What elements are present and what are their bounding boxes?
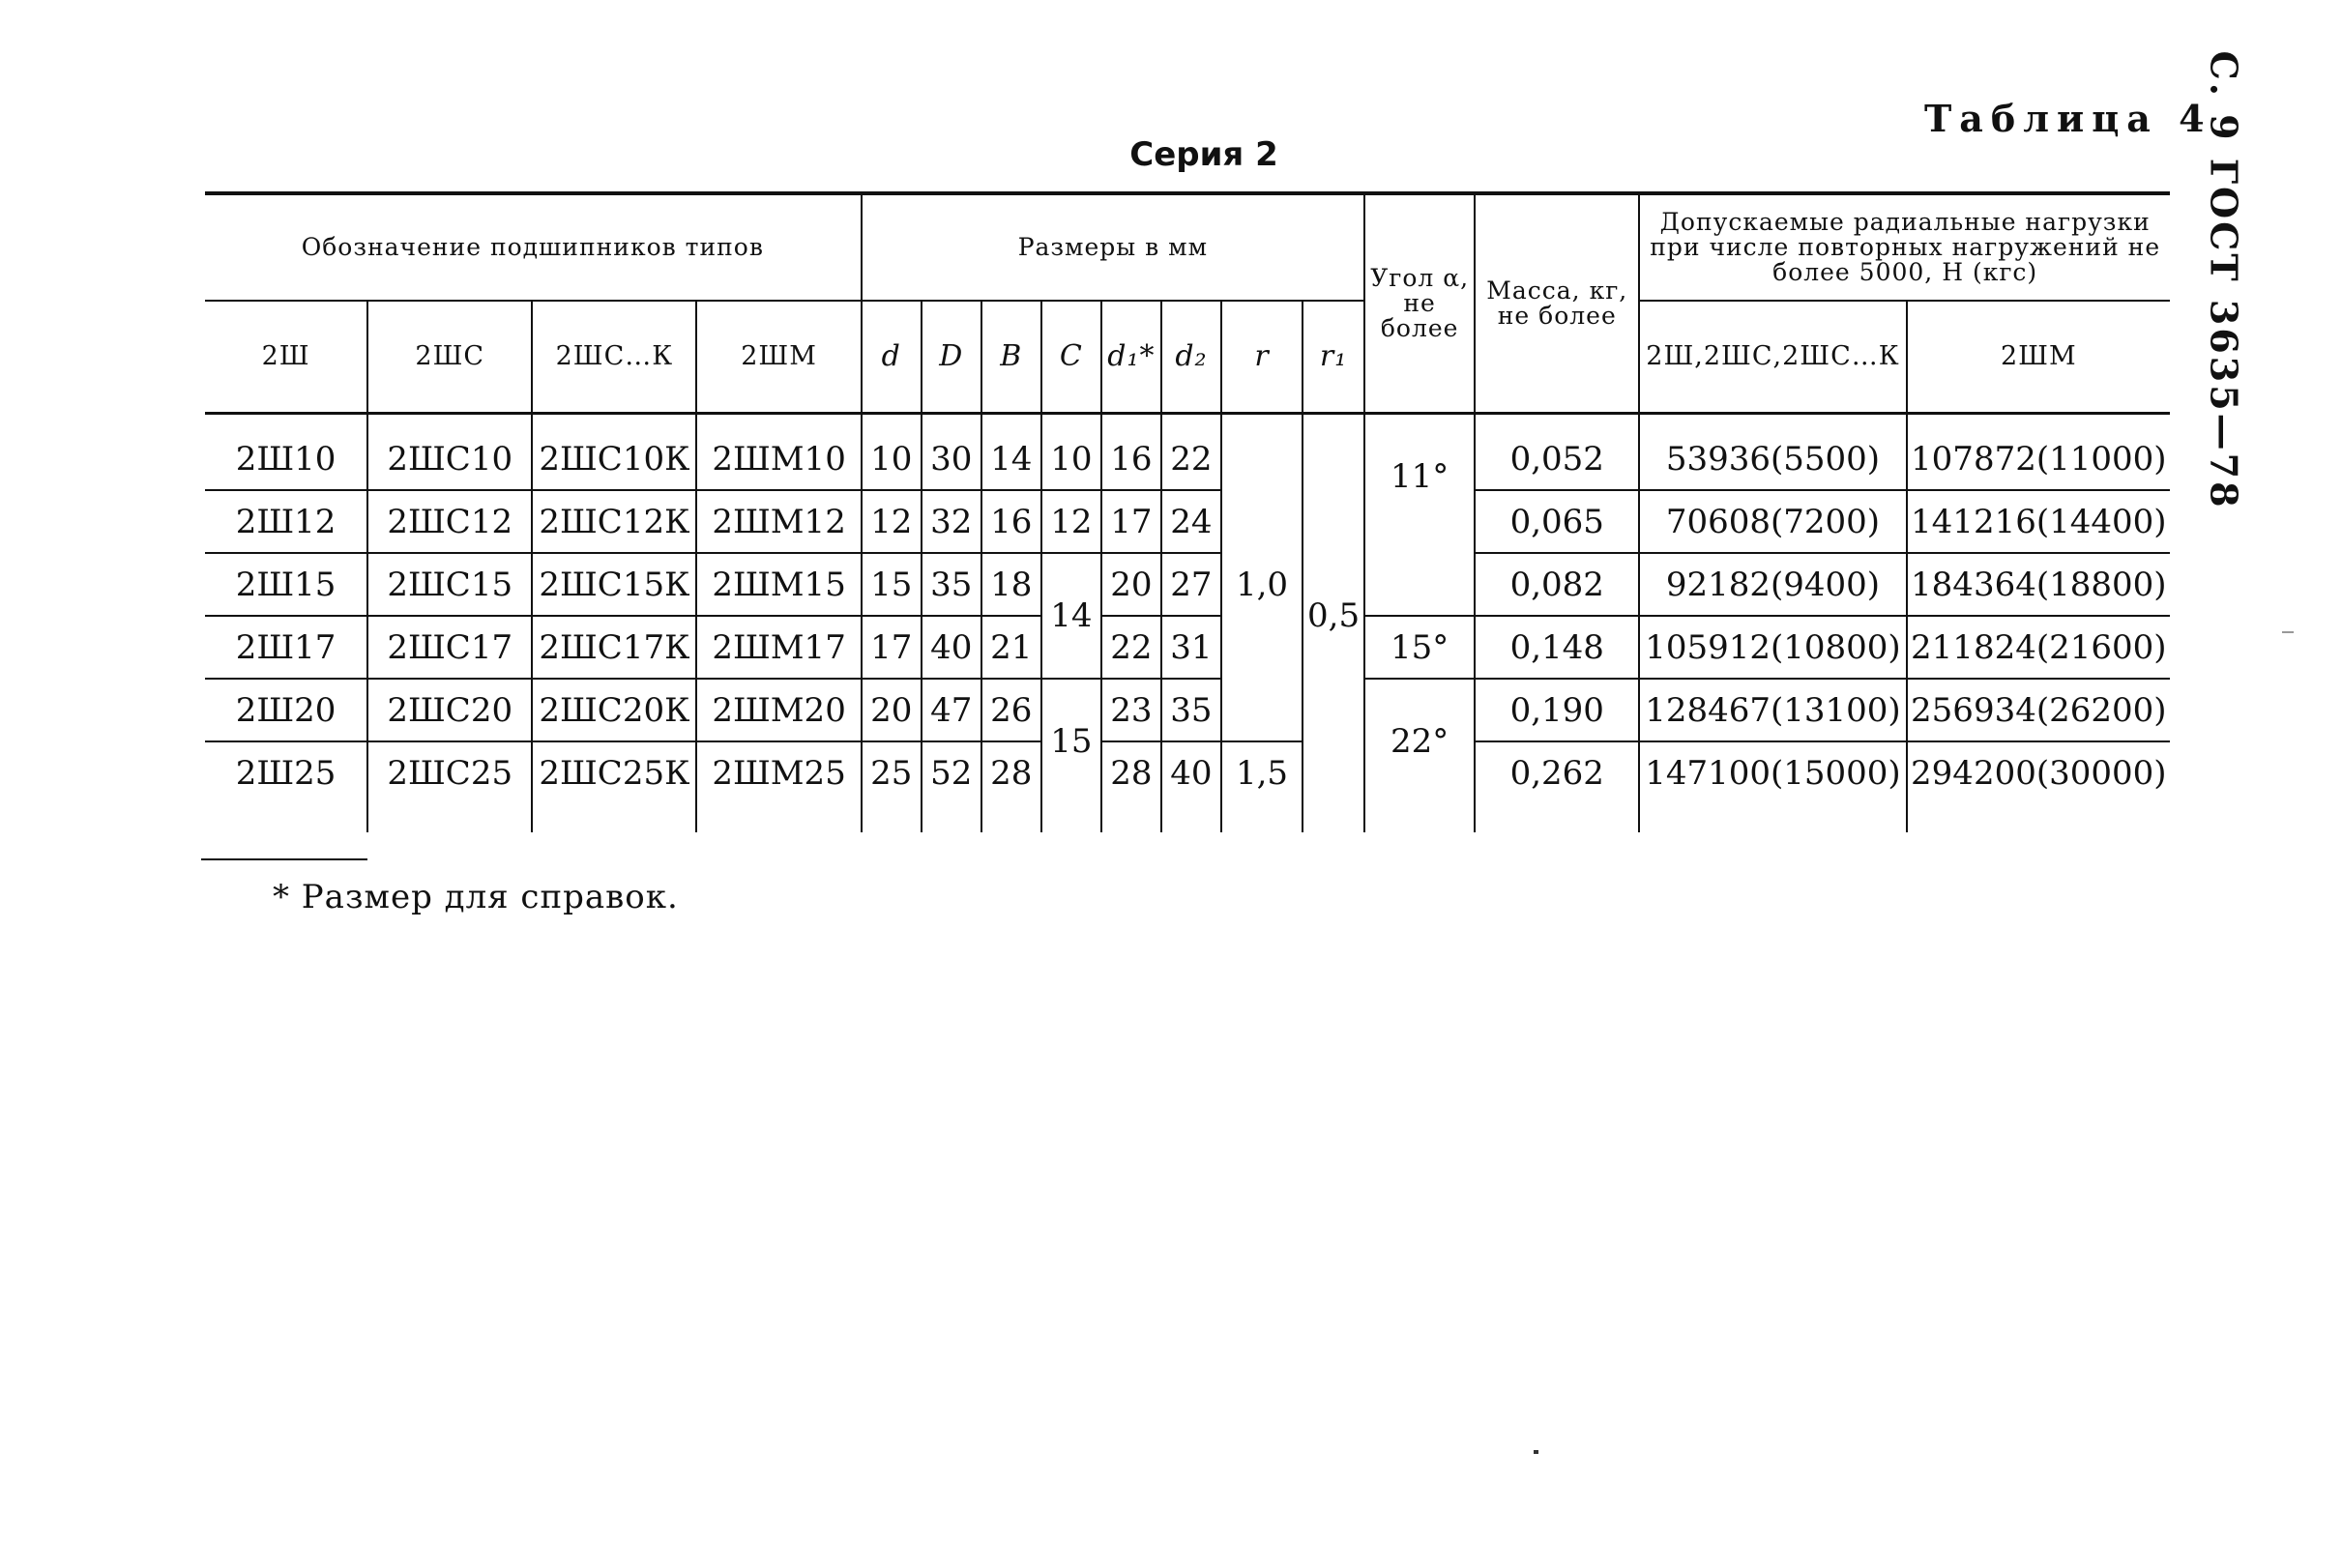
cell-mass: 0,262 (1475, 741, 1639, 803)
cell-C-merged: 15 (1041, 679, 1101, 803)
cell-d1: 17 (1101, 490, 1161, 553)
header-load-col-1: 2Ш,2ШС,2ШС…К (1639, 301, 1906, 414)
bearings-table (205, 191, 2170, 832)
cell-C-merged: 14 (1041, 553, 1101, 679)
cell-angle-merged: 22° (1364, 679, 1475, 803)
header-sizes-group: Размеры в мм (862, 193, 1364, 301)
cell-B: 14 (981, 428, 1041, 490)
cell-D: 30 (922, 428, 981, 490)
cell-C: 10 (1041, 428, 1101, 490)
header-type-2shsk: 2ШС…К (532, 301, 696, 414)
header-dim-r1: r₁ (1303, 301, 1364, 414)
cell-B: 28 (981, 741, 1041, 803)
cell-mass: 0,190 (1475, 679, 1639, 741)
cell-load-2: 184364(18800) (1907, 553, 2170, 616)
header-angle: Угол α, не более (1364, 193, 1475, 414)
series-title: Серия 2 (1129, 135, 1278, 174)
cell-2sh: 2Ш15 (205, 553, 367, 616)
cell-d: 15 (862, 553, 922, 616)
table-number-label: Таблица 4 (1924, 97, 2212, 140)
cell-D: 40 (922, 616, 981, 679)
cell-load-1: 105912(10800) (1639, 616, 1906, 679)
cell-d2: 24 (1161, 490, 1221, 553)
cell-d: 12 (862, 490, 922, 553)
cell-load-2: 211824(21600) (1907, 616, 2170, 679)
cell-B: 16 (981, 490, 1041, 553)
cell-B: 18 (981, 553, 1041, 616)
cell-mass: 0,065 (1475, 490, 1639, 553)
cell-load-1: 147100(15000) (1639, 741, 1906, 803)
cell-D: 47 (922, 679, 981, 741)
cell-angle: 15° (1364, 616, 1475, 679)
cell-load-1: 53936(5500) (1639, 428, 1906, 490)
header-dim-r: r (1221, 301, 1303, 414)
cell-2shm: 2ШМ12 (696, 490, 861, 553)
cell-2shsk: 2ШС15К (532, 553, 696, 616)
cell-2sh: 2Ш17 (205, 616, 367, 679)
cell-B: 26 (981, 679, 1041, 741)
cell-2shm: 2ШМ17 (696, 616, 861, 679)
cell-mass: 0,148 (1475, 616, 1639, 679)
cell-mass: 0,052 (1475, 428, 1639, 490)
cell-load-1: 70608(7200) (1639, 490, 1906, 553)
table-body (205, 414, 2170, 833)
cell-d2: 35 (1161, 679, 1221, 741)
header-type-2shs: 2ШС (367, 301, 532, 414)
scan-speck (1534, 1450, 1538, 1454)
header-loads-group: Допускаемые радиальные нагрузки при числе повторных нагружений не более 5000, Н (кгс) (1639, 193, 2170, 301)
cell-2shs: 2ШС10 (367, 428, 532, 490)
table-header (205, 193, 2170, 414)
cell-d: 17 (862, 616, 922, 679)
cell-load-2: 107872(11000) (1907, 428, 2170, 490)
cell-d: 10 (862, 428, 922, 490)
cell-load-1: 92182(9400) (1639, 553, 1906, 616)
cell-d2: 31 (1161, 616, 1221, 679)
table-row (205, 616, 2170, 679)
cell-2shm: 2ШМ20 (696, 679, 861, 741)
cell-d2: 22 (1161, 428, 1221, 490)
header-dim-C: C (1041, 301, 1101, 414)
cell-2shm: 2ШМ15 (696, 553, 861, 616)
cell-d1: 22 (1101, 616, 1161, 679)
cell-2sh: 2Ш25 (235, 753, 337, 793)
header-dim-B: B (981, 301, 1041, 414)
cell-2sh: 2Ш10 (205, 428, 367, 490)
header-dim-d: d (862, 301, 922, 414)
header-load-col-2: 2ШМ (1907, 301, 2170, 414)
header-dim-D: D (922, 301, 981, 414)
cell-2shm: 2ШМ25 (696, 741, 861, 803)
cell-r: 1,5 (1221, 741, 1303, 803)
cell-D: 35 (922, 553, 981, 616)
cell-d2: 27 (1161, 553, 1221, 616)
cell-r-merged: 1,0 (1221, 428, 1303, 741)
cell-mass: 0,082 (1475, 553, 1639, 616)
cell-d1: 23 (1101, 679, 1161, 741)
cell-2sh: 2Ш12 (205, 490, 367, 553)
table-row (205, 428, 2170, 490)
cell-load-2: 294200(30000) (1907, 741, 2170, 803)
cell-2shs: 2ШС15 (367, 553, 532, 616)
cell-load-2: 141216(14400) (1907, 490, 2170, 553)
cell-d1: 16 (1101, 428, 1161, 490)
cell-d: 25 (862, 741, 922, 803)
header-dim-d1: d₁* (1101, 301, 1161, 414)
cell-2shsk: 2ШС10К (532, 428, 696, 490)
table-row (205, 553, 2170, 616)
header-designation-group: Обозначение подшипников типов (205, 193, 862, 301)
footnote: * Размер для справок. (273, 878, 679, 916)
cell-D: 32 (922, 490, 981, 553)
header-dim-d2: d₂ (1161, 301, 1221, 414)
header-type-2shm: 2ШМ (696, 301, 861, 414)
cell-D: 52 (922, 741, 981, 803)
cell-C: 12 (1041, 490, 1101, 553)
cell-load-1: 128467(13100) (1639, 679, 1906, 741)
cell-2shsk: 2ШС12К (532, 490, 696, 553)
header-mass: Масса, кг, не более (1475, 193, 1639, 414)
cell-2shsk: 2ШС20К (532, 679, 696, 741)
cell-2shsk: 2ШС17К (532, 616, 696, 679)
cell-2shm: 2ШМ10 (696, 428, 861, 490)
table-row (205, 679, 2170, 741)
side-header-text: С. 9 ГОСТ 3635—78 (2202, 50, 2246, 510)
cell-d: 20 (862, 679, 922, 741)
footnote-divider (201, 858, 367, 860)
header-type-2sh: 2Ш (205, 301, 367, 414)
cell-2shs: 2ШС20 (367, 679, 532, 741)
document-side-header (2195, 50, 2253, 510)
cell-B: 21 (981, 616, 1041, 679)
cell-r1-merged: 0,5 (1303, 428, 1364, 803)
cell-load-2: 256934(26200) (1907, 679, 2170, 741)
scan-mark (2282, 631, 2294, 633)
cell-2shsk: 2ШС25К (532, 741, 696, 803)
cell-d2: 40 (1161, 741, 1221, 803)
table-row (205, 490, 2170, 553)
cell-angle-merged: 11° (1364, 428, 1475, 616)
table-row (205, 741, 2170, 803)
cell-d1: 28 (1101, 741, 1161, 803)
cell-d1: 20 (1101, 553, 1161, 616)
cell-2shs: 2ШС25 (367, 741, 532, 803)
cell-2sh: 2Ш20 (205, 679, 367, 741)
cell-2shs: 2ШС17 (367, 616, 532, 679)
cell-2shs: 2ШС12 (367, 490, 532, 553)
